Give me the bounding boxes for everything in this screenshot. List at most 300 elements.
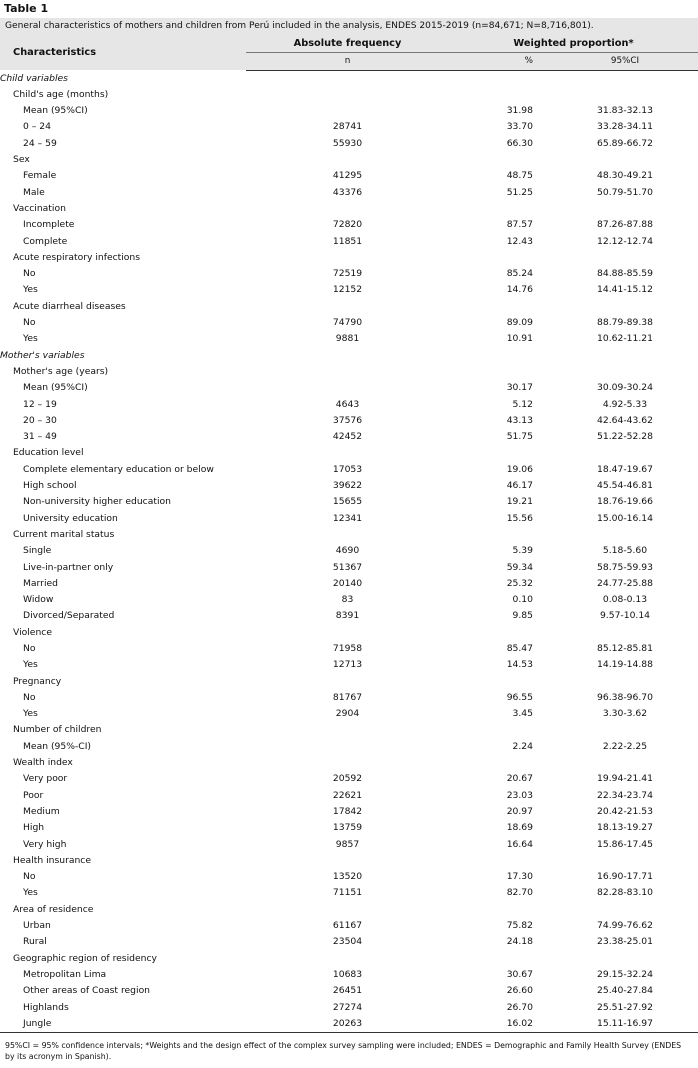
row-label: 24 – 59 bbox=[23, 137, 57, 149]
row-pct: 23.03 bbox=[506, 789, 533, 801]
row-n: 74790 bbox=[332, 317, 363, 329]
row-n: 20263 bbox=[246, 1016, 449, 1033]
row-pct bbox=[449, 902, 552, 918]
group-row bbox=[0, 152, 698, 168]
row-ci: 14.41-15.12 bbox=[597, 284, 653, 296]
row-label: No bbox=[23, 691, 36, 703]
row-n: 9881 bbox=[335, 333, 360, 345]
row-ci bbox=[552, 152, 698, 168]
row-ci: 18.13-19.27 bbox=[597, 822, 653, 834]
row-ci: 4.92-5.33 bbox=[602, 398, 648, 410]
characteristics-table bbox=[0, 36, 698, 1033]
row-label: Current marital status bbox=[13, 528, 115, 540]
row-ci: 3.30-3.62 bbox=[602, 708, 648, 720]
row-n bbox=[246, 853, 449, 869]
row-n: 55930 bbox=[332, 137, 363, 149]
row-pct bbox=[449, 364, 552, 380]
row-pct: 18.69 bbox=[506, 822, 533, 834]
row-pct: 59.34 bbox=[506, 561, 533, 573]
row-n: 8391 bbox=[335, 610, 360, 622]
row-n: 11851 bbox=[332, 235, 363, 247]
table-row bbox=[0, 397, 698, 413]
row-label: Divorced/Separated bbox=[23, 610, 115, 622]
table-row bbox=[0, 478, 698, 494]
table-row bbox=[0, 576, 698, 592]
row-n: 17053 bbox=[332, 463, 363, 475]
group-row bbox=[0, 250, 698, 266]
row-label: Rural bbox=[23, 936, 47, 948]
row-n bbox=[246, 250, 449, 266]
row-ci bbox=[552, 250, 698, 266]
table-row bbox=[0, 234, 698, 250]
table-row bbox=[0, 983, 698, 999]
row-ci: 31.83-32.13 bbox=[597, 105, 653, 117]
row-label: Highlands bbox=[23, 1001, 69, 1013]
row-pct: 16.64 bbox=[506, 838, 533, 850]
row-label: No bbox=[23, 317, 36, 329]
row-pct: 31.98 bbox=[506, 105, 533, 117]
row-n: 17842 bbox=[332, 805, 363, 817]
row-ci bbox=[552, 364, 698, 380]
row-pct: 3.45 bbox=[512, 708, 533, 720]
row-label: Incomplete bbox=[23, 219, 75, 231]
header-ci: 95%CI bbox=[552, 53, 698, 70]
row-pct bbox=[449, 625, 552, 641]
row-pct: 19.21 bbox=[506, 496, 533, 508]
group-row bbox=[0, 755, 698, 771]
row-label: Education level bbox=[13, 447, 84, 459]
row-ci: 96.38-96.70 bbox=[597, 691, 653, 703]
row-n bbox=[246, 755, 449, 771]
row-pct bbox=[449, 951, 552, 967]
table-row bbox=[0, 869, 698, 885]
row-n bbox=[246, 951, 449, 967]
row-pct bbox=[449, 250, 552, 266]
row-label: Yes bbox=[23, 659, 38, 671]
row-n: 13759 bbox=[332, 822, 363, 834]
row-ci: 29.15-32.24 bbox=[597, 968, 653, 980]
row-n: 71151 bbox=[332, 887, 363, 899]
row-n: 12152 bbox=[332, 284, 363, 296]
row-pct: 48.75 bbox=[506, 170, 533, 182]
row-n: 72519 bbox=[332, 268, 363, 280]
row-pct: 12.43 bbox=[506, 235, 533, 247]
table-row bbox=[0, 885, 698, 901]
table-row bbox=[0, 331, 698, 347]
row-label: High school bbox=[23, 480, 77, 492]
caption-bar bbox=[0, 18, 698, 36]
row-label: Number of children bbox=[13, 724, 102, 736]
header-absolute-frequency: Absolute frequency bbox=[246, 36, 449, 53]
row-pct: 9.85 bbox=[512, 610, 533, 622]
row-n bbox=[246, 445, 449, 461]
row-ci: 14.19-14.88 bbox=[597, 659, 653, 671]
header-weighted-proportion: Weighted proportion* bbox=[449, 36, 698, 53]
group-row bbox=[0, 625, 698, 641]
row-label: Urban bbox=[23, 920, 51, 932]
row-label: Mother's age (years) bbox=[13, 365, 109, 377]
row-ci: 74.99-76.62 bbox=[597, 920, 653, 932]
row-pct: 5.12 bbox=[512, 398, 533, 410]
row-n: 27274 bbox=[332, 1001, 363, 1013]
row-label: Single bbox=[23, 545, 52, 557]
table-row bbox=[0, 1016, 698, 1033]
row-pct: 66.30 bbox=[506, 137, 533, 149]
row-pct: 5.39 bbox=[512, 545, 533, 557]
row-label: Complete elementary education or below bbox=[23, 463, 214, 475]
row-ci: 85.12-85.81 bbox=[597, 642, 653, 654]
row-pct: 87.57 bbox=[506, 219, 533, 231]
row-ci: 51.22-52.28 bbox=[597, 431, 653, 443]
row-ci bbox=[552, 951, 698, 967]
row-pct: 0.10 bbox=[512, 594, 533, 606]
row-n bbox=[246, 380, 449, 396]
row-label: Very poor bbox=[23, 773, 68, 785]
row-ci bbox=[552, 674, 698, 690]
row-pct bbox=[449, 152, 552, 168]
table-row bbox=[0, 690, 698, 706]
header-pct: % bbox=[449, 53, 552, 70]
row-pct: 51.25 bbox=[506, 186, 533, 198]
row-n: 4690 bbox=[335, 545, 360, 557]
row-ci: 22.34-23.74 bbox=[597, 789, 653, 801]
row-pct bbox=[449, 755, 552, 771]
row-ci: 19.94-21.41 bbox=[597, 773, 653, 785]
row-label: No bbox=[23, 268, 36, 280]
group-row bbox=[0, 445, 698, 461]
row-n: 4643 bbox=[335, 398, 360, 410]
row-label: Live-in-partner only bbox=[23, 561, 114, 573]
row-n: 42452 bbox=[332, 431, 363, 443]
row-pct: 89.09 bbox=[506, 317, 533, 329]
row-ci: 5.18-5.60 bbox=[602, 545, 648, 557]
row-pct: 10.91 bbox=[506, 333, 533, 345]
row-n bbox=[246, 674, 449, 690]
row-n: 2904 bbox=[335, 708, 360, 720]
row-label: 12 – 19 bbox=[23, 398, 57, 410]
row-n bbox=[246, 299, 449, 315]
table-row bbox=[0, 103, 698, 119]
header-characteristics: Characteristics bbox=[13, 46, 97, 58]
row-pct: 33.70 bbox=[506, 121, 533, 133]
row-pct: 25.32 bbox=[506, 577, 533, 589]
table-row bbox=[0, 739, 698, 755]
row-ci: 84.88-85.59 bbox=[597, 268, 653, 280]
row-pct bbox=[449, 201, 552, 217]
row-label: University education bbox=[23, 512, 118, 524]
row-pct bbox=[449, 87, 552, 103]
group-row bbox=[0, 87, 698, 103]
row-pct: 46.17 bbox=[506, 480, 533, 492]
row-ci: 24.77-25.88 bbox=[597, 577, 653, 589]
group-row bbox=[0, 951, 698, 967]
row-pct: 2.24 bbox=[512, 740, 533, 752]
row-ci: 50.79-51.70 bbox=[597, 186, 653, 198]
row-label: Yes bbox=[23, 887, 38, 899]
row-ci bbox=[552, 853, 698, 869]
row-n: 81767 bbox=[332, 691, 363, 703]
row-label: Metropolitan Lima bbox=[23, 968, 107, 980]
row-n: 20140 bbox=[332, 577, 363, 589]
row-pct: 96.55 bbox=[506, 691, 533, 703]
row-pct: 30.67 bbox=[506, 968, 533, 980]
row-label: Acute respiratory infections bbox=[13, 251, 141, 263]
row-label: 0 – 24 bbox=[23, 121, 51, 133]
row-ci: 16.90-17.71 bbox=[597, 871, 653, 883]
table-row bbox=[0, 217, 698, 233]
table-footnote: 95%CI = 95% confidence intervals; *Weights and the design effect of the complex survey sampling were included; ENDES = Demographic and Family Health Survey (ENDES by its acronym in Spanish). bbox=[5, 1041, 682, 1061]
row-n: 39622 bbox=[332, 480, 363, 492]
row-ci: 48.30-49.21 bbox=[597, 170, 653, 182]
row-label: Male bbox=[23, 186, 45, 198]
row-pct: 20.67 bbox=[506, 773, 533, 785]
section-row bbox=[0, 348, 698, 364]
table-row bbox=[0, 119, 698, 135]
row-ci bbox=[552, 445, 698, 461]
row-pct: 20.97 bbox=[506, 805, 533, 817]
row-pct: 19.06 bbox=[506, 463, 533, 475]
row-ci: 15.00-16.14 bbox=[597, 512, 653, 524]
row-label: Jungle bbox=[0, 1016, 246, 1033]
row-label: Yes bbox=[23, 284, 38, 296]
table-row bbox=[0, 380, 698, 396]
table-body bbox=[0, 70, 698, 1033]
row-n: 20592 bbox=[332, 773, 363, 785]
row-n bbox=[246, 152, 449, 168]
row-ci: 18.76-19.66 bbox=[597, 496, 653, 508]
row-pct: 85.24 bbox=[506, 268, 533, 280]
row-label: No bbox=[23, 871, 36, 883]
table-label: Table 1 bbox=[4, 2, 49, 15]
row-n: 61167 bbox=[332, 920, 363, 932]
row-ci: 25.40-27.84 bbox=[597, 985, 653, 997]
table-row bbox=[0, 641, 698, 657]
table-row bbox=[0, 706, 698, 722]
row-pct bbox=[449, 445, 552, 461]
row-label: Other areas of Coast region bbox=[23, 985, 151, 997]
row-pct bbox=[449, 853, 552, 869]
row-ci: 2.22-2.25 bbox=[602, 740, 648, 752]
row-n: 26451 bbox=[332, 985, 363, 997]
table-row bbox=[0, 282, 698, 298]
group-row bbox=[0, 674, 698, 690]
row-ci bbox=[552, 527, 698, 543]
group-row bbox=[0, 902, 698, 918]
row-label: High bbox=[23, 822, 45, 834]
row-n: 12341 bbox=[332, 512, 363, 524]
row-ci: 87.26-87.88 bbox=[597, 219, 653, 231]
row-ci: 15.11-16.97 bbox=[552, 1016, 698, 1033]
row-n: 23504 bbox=[332, 936, 363, 948]
table-row bbox=[0, 837, 698, 853]
row-ci: 88.79-89.38 bbox=[597, 317, 653, 329]
row-label: Poor bbox=[23, 789, 44, 801]
table-row bbox=[0, 1000, 698, 1016]
group-row bbox=[0, 299, 698, 315]
table-row bbox=[0, 804, 698, 820]
row-n bbox=[246, 739, 449, 755]
row-pct: 82.70 bbox=[506, 887, 533, 899]
row-pct: 14.76 bbox=[506, 284, 533, 296]
row-ci bbox=[552, 755, 698, 771]
row-n bbox=[246, 87, 449, 103]
row-ci bbox=[552, 299, 698, 315]
row-label: Very high bbox=[23, 838, 67, 850]
table-row bbox=[0, 543, 698, 559]
row-n bbox=[246, 364, 449, 380]
row-n: 71958 bbox=[332, 642, 363, 654]
row-n: 10683 bbox=[332, 968, 363, 980]
group-row bbox=[0, 201, 698, 217]
table-row bbox=[0, 266, 698, 282]
row-ci: 33.28-34.11 bbox=[597, 121, 653, 133]
row-n: 13520 bbox=[332, 871, 363, 883]
row-pct bbox=[449, 674, 552, 690]
row-label: Widow bbox=[23, 594, 54, 606]
row-ci: 18.47-19.67 bbox=[597, 463, 653, 475]
row-label: Health insurance bbox=[13, 854, 92, 866]
row-n: 12713 bbox=[332, 659, 363, 671]
row-label: Mean (95%-CI) bbox=[23, 740, 91, 752]
table-row bbox=[0, 429, 698, 445]
row-ci: 12.12-12.74 bbox=[597, 235, 653, 247]
row-label: Complete bbox=[23, 235, 68, 247]
table-row bbox=[0, 494, 698, 510]
row-ci: 15.86-17.45 bbox=[597, 838, 653, 850]
row-ci: 23.38-25.01 bbox=[597, 936, 653, 948]
row-label: Female bbox=[23, 170, 57, 182]
row-pct bbox=[449, 722, 552, 738]
table-row bbox=[0, 967, 698, 983]
row-pct: 14.53 bbox=[506, 659, 533, 671]
table-row bbox=[0, 413, 698, 429]
row-ci bbox=[552, 87, 698, 103]
row-ci: 58.75-59.93 bbox=[597, 561, 653, 573]
row-label: Geographic region of residency bbox=[13, 952, 157, 964]
row-label: Mean (95%CI) bbox=[23, 105, 88, 117]
row-ci bbox=[552, 722, 698, 738]
row-ci bbox=[552, 201, 698, 217]
row-n bbox=[246, 722, 449, 738]
table-caption: General characteristics of mothers and children from Perú included in the analysis, ENDES 2015-2019 (n=84,671; N=8,716,801). bbox=[5, 21, 594, 31]
section-label: Mother's variables bbox=[0, 349, 85, 361]
row-label: Non-university higher education bbox=[23, 496, 171, 508]
row-n bbox=[246, 201, 449, 217]
table-row bbox=[0, 168, 698, 184]
table-row bbox=[0, 608, 698, 624]
row-n bbox=[246, 625, 449, 641]
row-n: 43376 bbox=[332, 186, 363, 198]
table-row bbox=[0, 560, 698, 576]
table-row bbox=[0, 592, 698, 608]
row-ci: 10.62-11.21 bbox=[597, 333, 653, 345]
table-row bbox=[0, 918, 698, 934]
row-ci: 25.51-27.92 bbox=[597, 1001, 653, 1013]
row-label: Sex bbox=[13, 154, 30, 166]
row-pct: 51.75 bbox=[506, 431, 533, 443]
row-ci: 45.54-46.81 bbox=[597, 480, 653, 492]
row-label: Pregnancy bbox=[13, 675, 62, 687]
row-label: Acute diarrheal diseases bbox=[13, 300, 126, 312]
row-n: 37576 bbox=[332, 414, 363, 426]
row-label: Wealth index bbox=[13, 757, 73, 769]
row-label: Yes bbox=[23, 708, 38, 720]
row-pct: 30.17 bbox=[506, 382, 533, 394]
table-row bbox=[0, 315, 698, 331]
table-row bbox=[0, 934, 698, 950]
row-ci: 9.57-10.14 bbox=[599, 610, 651, 622]
row-n: 9857 bbox=[335, 838, 360, 850]
table-row bbox=[0, 820, 698, 836]
row-n: 41295 bbox=[332, 170, 363, 182]
row-label: Married bbox=[23, 577, 58, 589]
row-ci: 0.08-0.13 bbox=[602, 594, 648, 606]
table-row bbox=[0, 771, 698, 787]
row-label: Medium bbox=[23, 805, 60, 817]
row-label: 20 – 30 bbox=[23, 414, 57, 426]
table-row bbox=[0, 462, 698, 478]
row-label: Mean (95%CI) bbox=[23, 382, 88, 394]
row-label: Vaccination bbox=[13, 202, 66, 214]
row-pct: 43.13 bbox=[506, 414, 533, 426]
row-pct bbox=[449, 299, 552, 315]
row-label: 31 – 49 bbox=[23, 431, 57, 443]
row-pct bbox=[449, 527, 552, 543]
group-row bbox=[0, 527, 698, 543]
row-n bbox=[246, 902, 449, 918]
row-label: Child's age (months) bbox=[13, 88, 109, 100]
row-label: No bbox=[23, 642, 36, 654]
row-n bbox=[246, 527, 449, 543]
group-row bbox=[0, 853, 698, 869]
table-row bbox=[0, 657, 698, 673]
row-n: 83 bbox=[341, 594, 354, 606]
row-pct: 16.02 bbox=[449, 1016, 552, 1033]
row-pct: 26.70 bbox=[506, 1001, 533, 1013]
section-label: Child variables bbox=[0, 72, 68, 84]
table-row bbox=[0, 788, 698, 804]
row-n: 72820 bbox=[332, 219, 363, 231]
row-ci bbox=[552, 625, 698, 641]
row-n: 15655 bbox=[332, 496, 363, 508]
row-ci: 82.28-83.10 bbox=[597, 887, 653, 899]
group-row bbox=[0, 722, 698, 738]
table-row bbox=[0, 185, 698, 201]
row-ci bbox=[552, 902, 698, 918]
row-label: Area of residence bbox=[13, 903, 94, 915]
row-pct: 26.60 bbox=[506, 985, 533, 997]
row-pct: 24.18 bbox=[506, 936, 533, 948]
row-pct: 85.47 bbox=[506, 642, 533, 654]
row-n: 28741 bbox=[332, 121, 363, 133]
row-n: 51367 bbox=[332, 561, 363, 573]
table-row bbox=[0, 136, 698, 152]
row-ci: 65.89-66.72 bbox=[597, 137, 653, 149]
row-ci: 30.09-30.24 bbox=[597, 382, 653, 394]
row-ci: 20.42-21.53 bbox=[597, 805, 653, 817]
table-row bbox=[0, 511, 698, 527]
group-row bbox=[0, 364, 698, 380]
row-ci: 42.64-43.62 bbox=[597, 414, 653, 426]
row-pct: 75.82 bbox=[506, 920, 533, 932]
row-pct: 15.56 bbox=[506, 512, 533, 524]
row-pct: 17.30 bbox=[506, 871, 533, 883]
row-label: Violence bbox=[13, 626, 52, 638]
row-label: Yes bbox=[23, 333, 38, 345]
row-n: 22621 bbox=[332, 789, 363, 801]
header-n: n bbox=[246, 53, 449, 70]
row-n bbox=[246, 103, 449, 119]
